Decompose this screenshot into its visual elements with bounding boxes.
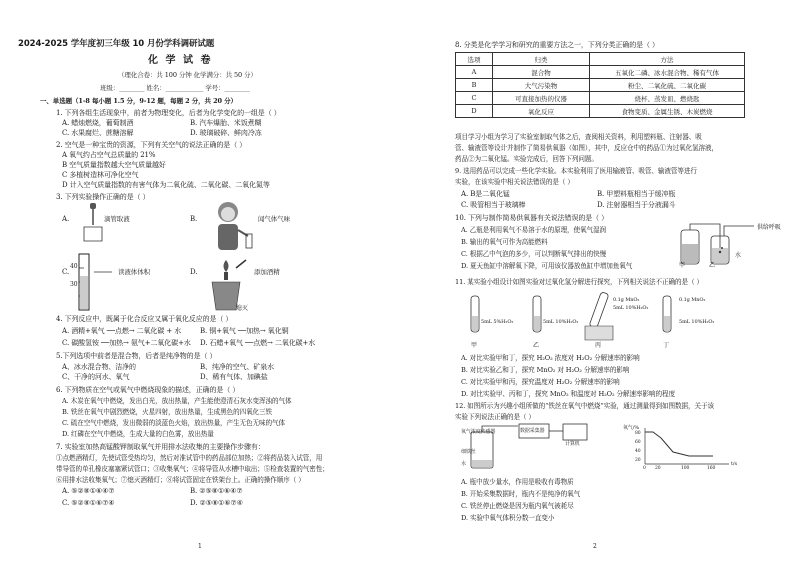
subject-title: 化 学 试 卷 bbox=[148, 55, 213, 66]
q3-label-d: 添加酒精 bbox=[254, 268, 280, 276]
label-water: 水 bbox=[735, 252, 741, 259]
table-row bbox=[456, 79, 745, 92]
q4-option-b: B. 铜+氧气 ──加热→ 氧化铜 bbox=[200, 327, 289, 335]
section-heading: 一、单选题（1-8 每小题 1.5 分，9-12 题，每题 2 分，共 20 分） bbox=[40, 97, 237, 105]
q1-option-b: B. 汽车爆胎、米饭煮糊 bbox=[190, 119, 262, 127]
q5-option-c: C、干净的河水、氧气 bbox=[62, 373, 130, 381]
q12-option-a: A. 瓶中放少量水，作用是吸收有毒物质 bbox=[461, 478, 574, 486]
oxygen-supply-diagram bbox=[673, 222, 763, 270]
q12-option-d: D. 实验中氧气体积分数一直变小 bbox=[461, 514, 555, 522]
q1-option-a: A. 蜡烛燃烧，葡萄制酒 bbox=[62, 119, 134, 127]
q4-option-a: A. 酒精+氧气 ──点燃→ 二氧化碳 + 水 bbox=[62, 327, 182, 335]
table-header-cell: 归类 bbox=[493, 53, 590, 66]
q6-option-c: C. 硫在空气中燃烧，发出微弱的淡蓝色火焰，放出热量，产生无色无味的气体 bbox=[62, 419, 285, 427]
q3-option-a: A. bbox=[62, 215, 70, 223]
q7-option-c: C. ⑤②⑧①⑥⑦④ bbox=[62, 499, 115, 507]
q9-stem: 9. 选用药品可以完成一些化学实验。本实验利用了医用输液管、吸管、输液管等进行 bbox=[455, 167, 697, 175]
graph-ytick: 80 bbox=[635, 431, 641, 436]
q5-stem: 5.下列选项中前者是混合物，后者是纯净物的是（ ） bbox=[56, 352, 217, 360]
q6-stem: 6. 下列物质在空气或氧气中燃烧现象的描述，正确的是（ ） bbox=[56, 386, 240, 394]
tube-content-2: 5mL 10%H₂O₂ bbox=[543, 319, 579, 325]
q3-label-a: 滴管取液 bbox=[104, 215, 130, 223]
tube-label-yi: 乙 bbox=[533, 342, 539, 349]
q2-option-d: D 计入空气质量指数的有害气体为二氧化硫、二氧化碳、二氧化氮等 bbox=[62, 181, 270, 189]
q12-option-c: C. 铁丝停止燃烧是因为瓶内氧气被耗尽 bbox=[461, 502, 574, 510]
q10-option-c: C. 根据乙中气泡的多少，可以判断氧气排出的快慢 bbox=[461, 250, 607, 258]
q8-classification-table bbox=[455, 52, 745, 118]
graph-ytick: 20 bbox=[635, 458, 641, 463]
q1-option-c: C. 水果腐烂、蔗糖溶解 bbox=[62, 129, 134, 137]
q5-option-a: A、冰水混合物、洁净的 bbox=[62, 363, 136, 371]
mno2-label-ding: 0.1g MnO₂ bbox=[679, 297, 706, 303]
q7-option-d: D. ②⑤⑧①⑥⑦④ bbox=[190, 499, 243, 507]
graduated-cylinder bbox=[76, 252, 92, 314]
table-cell: 大气污染物 bbox=[493, 79, 590, 92]
smell-gas-diagram bbox=[202, 200, 258, 260]
q7-stem: 7. 实验室加热高锰酸钾制取氧气并用排水法收集的主要操作步骤有： bbox=[56, 443, 265, 451]
graph-ytick: 40 bbox=[635, 449, 641, 454]
exam-meta: （理化合卷：共 100 分钟 化学满分：共 50 分） bbox=[118, 71, 257, 79]
q10-stem: 10. 下列与制作简易供氧器有关说法错误的是（ ） bbox=[455, 214, 609, 222]
label-iron-wire: 细铁丝 bbox=[461, 449, 476, 455]
cylinder-mark-30: 30 bbox=[70, 281, 78, 288]
graph-xlabel: t/s bbox=[731, 461, 737, 467]
q3-stem: 3. 下列实验操作正确的是（ ） bbox=[56, 193, 150, 201]
q9-option-b: B. 甲塑料瓶相当于缓冲瓶 bbox=[597, 190, 676, 198]
label-jia: 甲 bbox=[679, 262, 685, 269]
page-number-left: 1 bbox=[198, 543, 202, 550]
graph-xtick: 20 bbox=[655, 466, 661, 471]
label-water-12: 水 bbox=[461, 461, 466, 467]
table-cell: B bbox=[456, 79, 493, 92]
label-yi: 乙 bbox=[709, 262, 715, 269]
table-header-cell: 方法 bbox=[590, 53, 745, 66]
table-cell: A bbox=[456, 66, 493, 79]
q12-option-b: B. 开始采集数据时，瓶内不是纯净的氧气 bbox=[461, 490, 581, 498]
q11-option-d: D. 对比实验甲、丙和丁，探究 MnO₂ 和温度对 H₂O₂ 分解速率影响的程度 bbox=[461, 390, 675, 398]
graph-xtick: 0 bbox=[643, 466, 646, 471]
graph-ytick: 60 bbox=[635, 440, 641, 445]
exam-title: 2024-2025 学年度初三年级 10 月份学科调研试题 bbox=[18, 39, 215, 49]
tube-label-ding: 丁 bbox=[663, 342, 669, 349]
eye-arrow bbox=[94, 270, 114, 274]
q7-option-a: A. ⑤②⑧①⑥④⑦ bbox=[62, 487, 115, 495]
q9-stem-2: 实验，在该实验中相关说法错误的是（ ） bbox=[455, 178, 574, 186]
tube-content-1: 5mL 5%H₂O₂ bbox=[481, 319, 514, 325]
graph-xtick: 160 bbox=[707, 466, 716, 471]
q8-stem: 8. 分类是化学学习和研究的重要方法之一，下列分类正确的是（ ） bbox=[455, 41, 659, 49]
q2-option-b: B 空气质量指数越大空气质量越好 bbox=[62, 161, 166, 169]
q7-line-4: ⑥用排水法收集氧气；⑦熄灭酒精灯；⑧将试管固定在铁架台上。正确的操作顺序（ ） bbox=[56, 476, 305, 484]
table-cell: 氧化反应 bbox=[493, 105, 590, 118]
q9-option-c: C. 吸管相当于玻璃棒 bbox=[461, 201, 526, 209]
q11-stem: 11. 某实验小组设计如图实验对过氧化氢分解进行探究，下列相关说法不正确的是（ ） bbox=[455, 278, 703, 286]
q10-option-d: D. 夏天鱼缸中溶解氧下降，可用该仪器放鱼缸中增加鱼氧气 bbox=[461, 262, 633, 270]
graph-ylabel: 氧气/% bbox=[623, 425, 640, 431]
table-cell: 粉尘、二氧化硫、二氧化碳 bbox=[590, 79, 745, 92]
table-row bbox=[456, 92, 745, 105]
q9-option-a: A. B是二氧化锰 bbox=[461, 190, 510, 198]
q1-stem: 1. 下列各组生活现象中，前者为物理变化，后者为化学变化的一组是（ ） bbox=[56, 109, 281, 117]
label-collector: 数据采集器 bbox=[520, 428, 545, 434]
q7-option-b: B. ②⑤⑧①⑥④⑦ bbox=[190, 487, 243, 495]
graph-xtick: 100 bbox=[681, 466, 690, 471]
tube-label-bing: 丙 bbox=[595, 342, 601, 349]
tube-content-3: 5mL 10%H₂O₂ bbox=[613, 305, 649, 311]
q2-option-c: C 多植树造林可净化空气 bbox=[62, 171, 139, 179]
cylinder-mark-40: 40 bbox=[70, 263, 78, 270]
tube-content-4: 5mL 10%H₂O₂ bbox=[679, 319, 715, 325]
q6-option-b: B. 铁丝在氧气中剧烈燃烧，火星四射，放出热量，生成黑色的四氧化三铁 bbox=[62, 408, 273, 416]
q6-option-a: A. 木炭在氧气中燃烧，发出白光，放出热量，产生能使澄清石灰水变浑浊的气体 bbox=[62, 397, 292, 405]
q11-option-a: A. 对比实验甲和丁，探究 H₂O₂ 浓度对 H₂O₂ 分解速率的影响 bbox=[461, 354, 640, 362]
passage-line-1: 项目学习小组为学习了实验室制取气体之后，查阅相关资料，利用塑料瓶、注射器、吸 bbox=[455, 133, 702, 141]
q12-stem: 12. 如图所示为兴趣小组所做的“铁丝在氧气中燃烧”实验，通过测量得到如图数据，关于该 bbox=[455, 402, 714, 410]
q10-option-a: A. 乙瓶是利用氧气不易溶于水的原理，使氧气湿润 bbox=[461, 226, 607, 234]
q3-label-b: 闻气体气味 bbox=[258, 215, 291, 223]
q3-option-b: B. bbox=[190, 215, 198, 223]
label-supply: 供给呼吸 bbox=[757, 224, 781, 231]
student-fields: 班级：________ 姓名：____________ 学号：________ bbox=[100, 84, 250, 92]
q12-stem-2: 实验下列说法正确的是（ ） bbox=[455, 413, 535, 421]
table-header-row bbox=[456, 53, 745, 66]
table-cell: 混合物 bbox=[493, 66, 590, 79]
q7-line-2: ①点燃酒精灯，先使试管受热均匀，然后对准试管中的药品部位加热；②将药品装入试管，用 bbox=[56, 454, 323, 462]
tube-label-jia: 甲 bbox=[471, 342, 477, 349]
q3-sub-d: 熄灭 bbox=[236, 305, 248, 312]
table-cell: 食物变质、金属生锈、木炭燃烧 bbox=[590, 105, 745, 118]
q6-option-d: D. 红磷在空气中燃烧，生成大量的白色雾，放出热量 bbox=[62, 430, 214, 438]
exam-page-right bbox=[397, 0, 794, 561]
q3-option-c: C. bbox=[62, 268, 70, 276]
page-number-right: 2 bbox=[593, 543, 597, 550]
q1-option-d: D. 玻璃破碎、鲜肉冷冻 bbox=[190, 129, 262, 137]
q9-option-d: D. 注射器相当于分液漏斗 bbox=[597, 201, 676, 209]
q11-option-c: C. 对比实验甲和丙，探究温度对 H₂O₂ 分解速率的影响 bbox=[461, 378, 620, 386]
q11-option-b: B. 对比实验乙和丁，探究 MnO₂ 对 H₂O₂ 分解速率的影响 bbox=[461, 366, 630, 374]
table-cell: D bbox=[456, 105, 493, 118]
q4-option-d: D. 石蜡+氧气 ──点燃→ 二氧化碳+水 bbox=[200, 339, 316, 347]
q3-label-c: 读液体体积 bbox=[118, 268, 151, 276]
q4-stem: 4. 下列反应中，既属于化合反应又属于氧化反应的是（ ） bbox=[56, 315, 233, 323]
q3-option-d: D. bbox=[190, 268, 198, 276]
label-computer: 计算机 bbox=[565, 441, 580, 447]
table-row bbox=[456, 66, 745, 79]
passage-line-3: 药品②为二氧化锰。实验完成后，回答下列问题。 bbox=[455, 155, 598, 163]
q5-option-d: D、稀有气体、加碘盐 bbox=[200, 373, 268, 381]
dropper-diagram bbox=[80, 203, 120, 243]
table-header-cell: 选项 bbox=[456, 53, 493, 66]
passage-line-2: 管、输液管等设计并制作了简易供氧器（如图），其中，反应仓中的药品①为过氧化氢溶液， bbox=[455, 144, 718, 152]
mno2-label-bing: 0.1g MnO₂ bbox=[613, 297, 640, 303]
table-cell: C bbox=[456, 92, 493, 105]
q2-option-a: A 氧气约占空气总质量的 21% bbox=[62, 151, 156, 159]
q2-stem: 2. 空气是一种宝贵的资源，下列有关空气的说法正确的是（ ） bbox=[56, 141, 247, 149]
q7-line-3: 带导管的单孔橡皮塞塞紧试管口；③收集氧气；④将导管从水槽中取出；⑤检查装置的气密性； bbox=[56, 465, 329, 473]
table-cell: 五氧化二磷、冰水混合物、稀有气体 bbox=[590, 66, 745, 79]
table-cell: 烧杯、蒸发皿、燃烧匙 bbox=[590, 92, 745, 105]
q10-option-b: B. 输出的氧气可作为高能燃料 bbox=[461, 238, 548, 246]
table-row bbox=[456, 105, 745, 118]
q4-option-c: C. 碳酸氢铵 ──加热→ 氨气+二氧化碳+水 bbox=[62, 339, 191, 347]
q5-option-b: B、纯净的空气、矿泉水 bbox=[200, 363, 275, 371]
table-cell: 可直接加热的仪器 bbox=[493, 92, 590, 105]
label-sensor: 氧气浓度传感器 bbox=[461, 429, 496, 435]
